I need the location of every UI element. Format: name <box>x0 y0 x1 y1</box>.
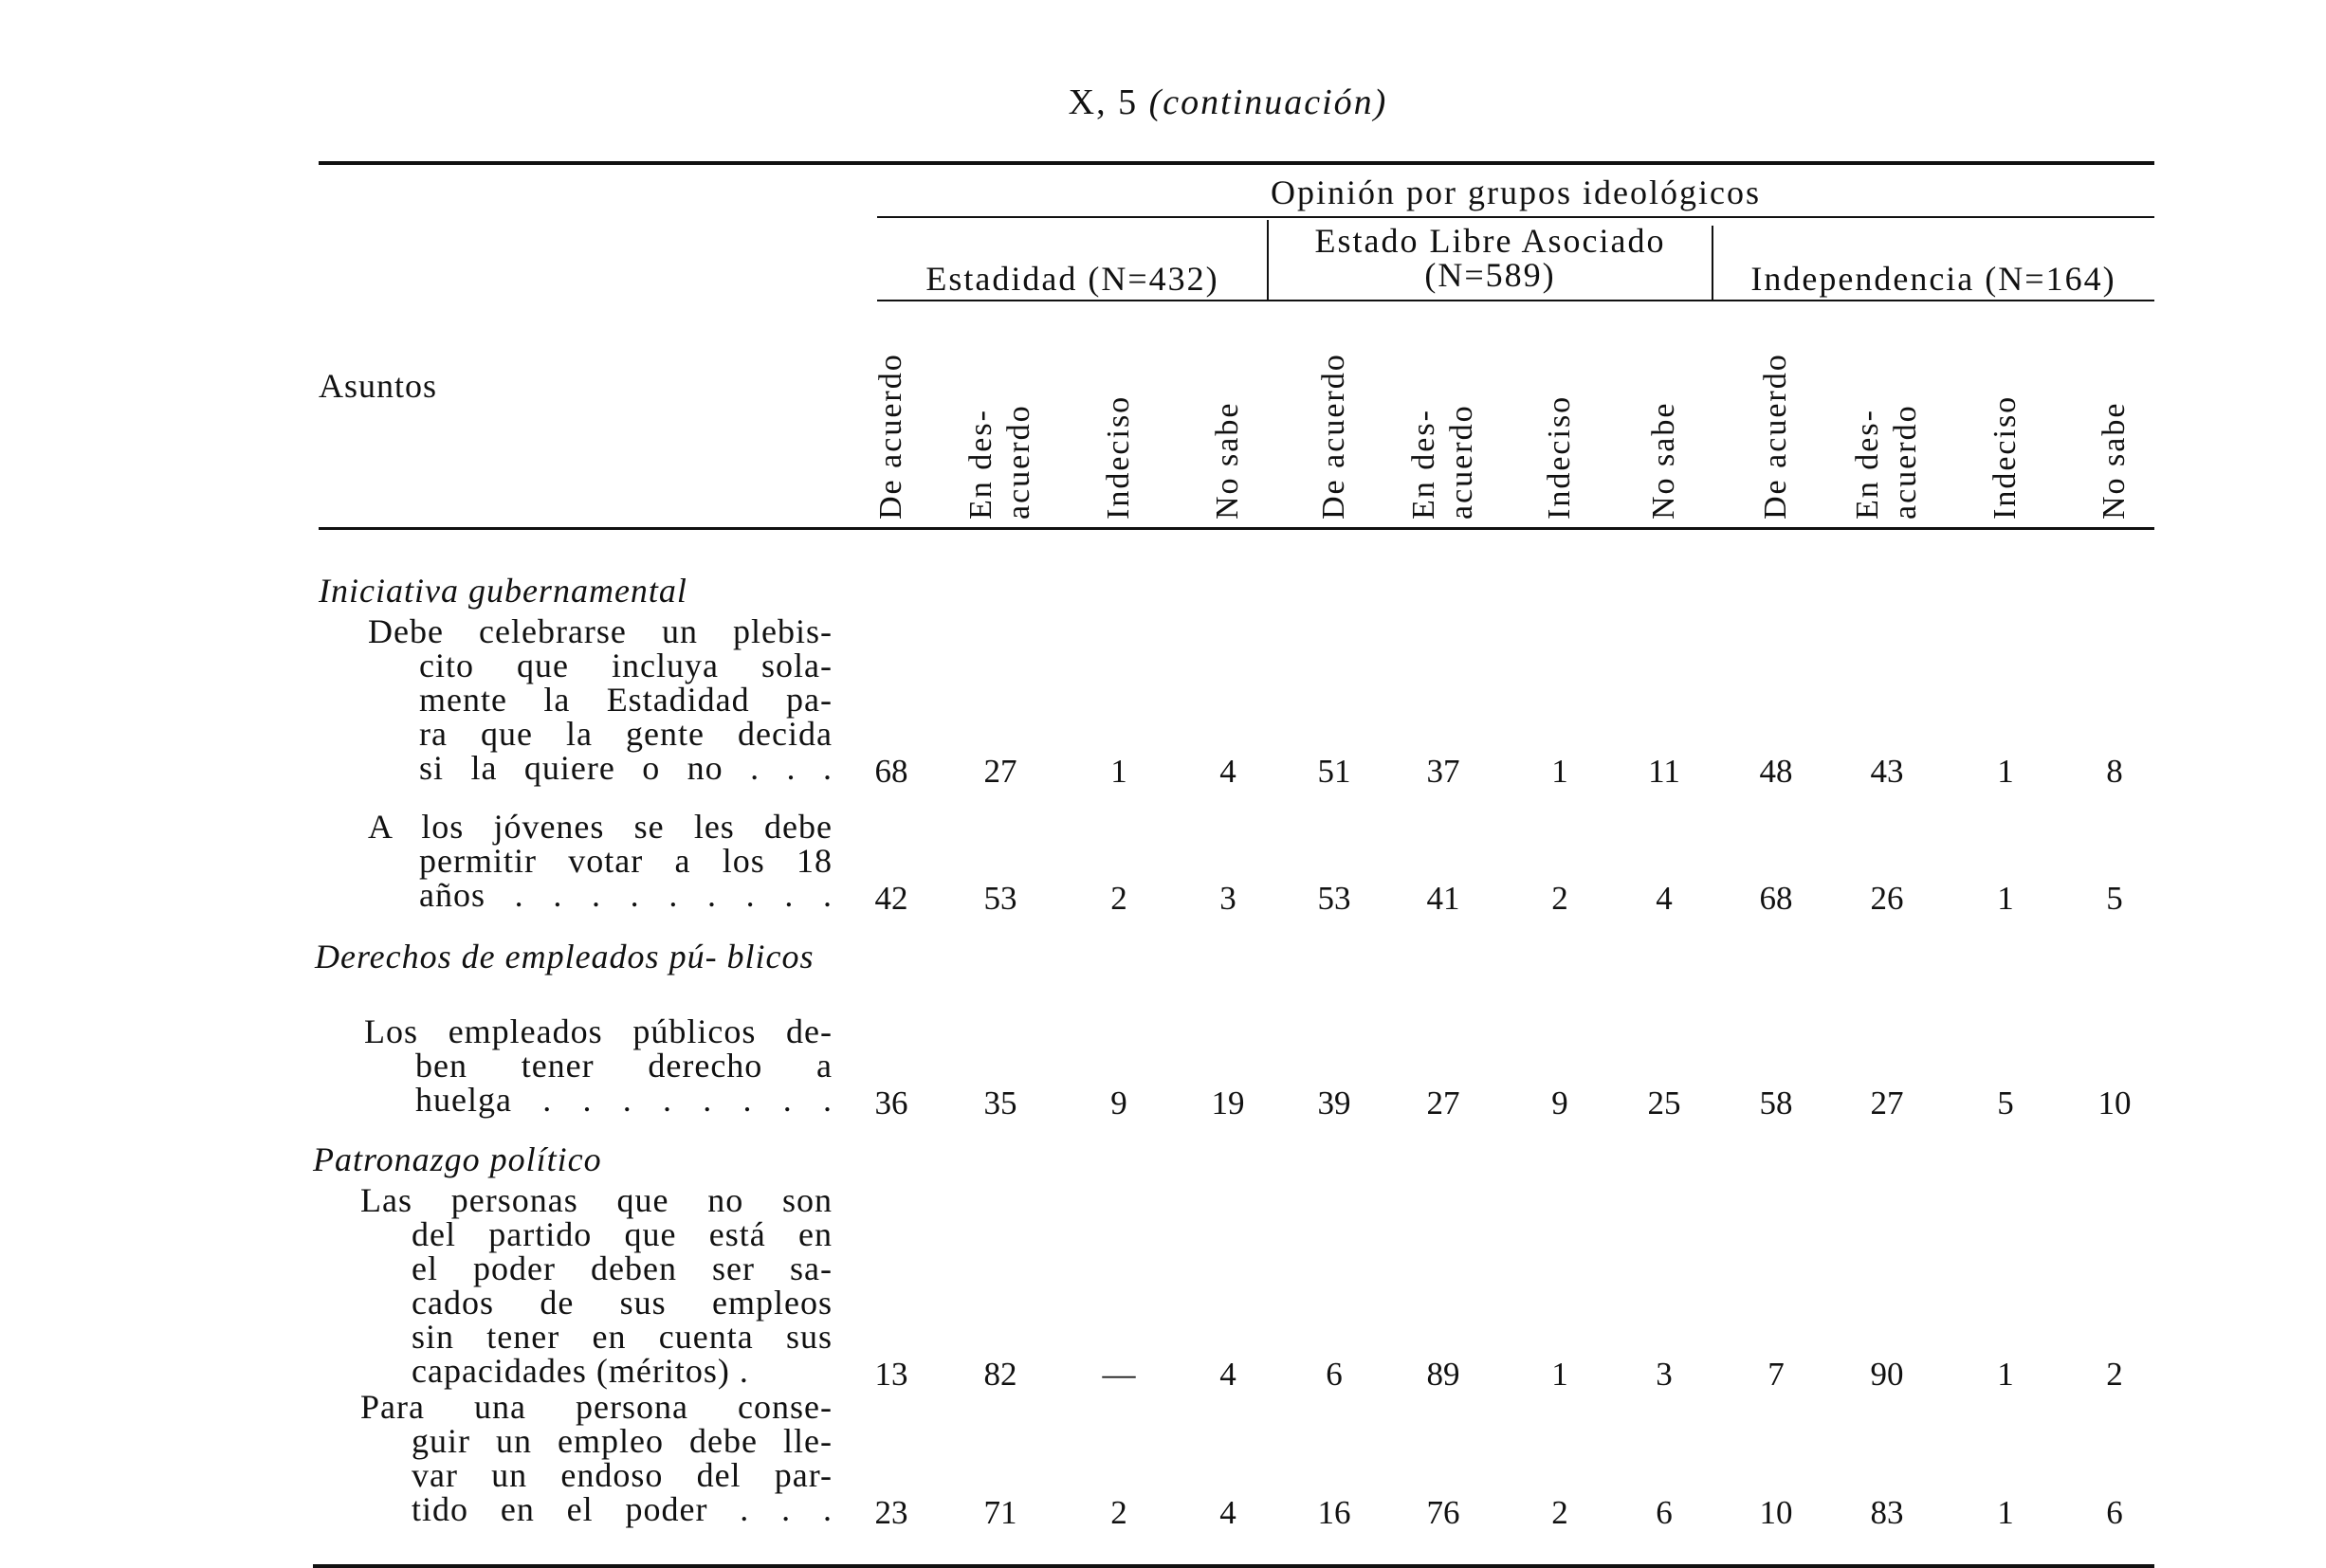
table-cell-estadidad-de-acuerdo: 36 <box>874 1085 908 1121</box>
table-cell-ela-no-sabe: 4 <box>1656 880 1673 917</box>
row-label-line: mente la Estadidad pa- <box>419 681 833 719</box>
row-label-line: ra que la gente decida <box>419 715 833 753</box>
table-cell-ela-en-desacuerdo: 37 <box>1426 753 1460 790</box>
table-cell-ela-no-sabe: 3 <box>1656 1356 1673 1393</box>
group-header-ela-line1: Estado Libre Asociado <box>1314 222 1666 260</box>
subcol-header-line1: En des- <box>963 409 998 520</box>
table-row <box>368 614 833 785</box>
spanner-heading-text: Opinión por grupos ideológicos <box>1271 173 1761 211</box>
table-cell-ela-en-desacuerdo: 89 <box>1426 1356 1460 1393</box>
table-continuation: (continuación) <box>1148 82 1388 122</box>
row-label-line: sin tener en cuenta sus <box>412 1318 833 1356</box>
table-cell-ela-en-desacuerdo: 27 <box>1426 1085 1460 1121</box>
table-cell-independencia-en-desacuerdo: 26 <box>1870 880 1904 917</box>
table-cell-independencia-de-acuerdo: 58 <box>1759 1085 1793 1121</box>
row-label-line: cito que incluya sola- <box>419 647 833 684</box>
table-cell-independencia-no-sabe: 8 <box>2106 753 2123 790</box>
row-label-line: Para una persona conse- <box>360 1388 833 1426</box>
subcol-header-line1: No sabe <box>1646 401 1681 520</box>
table-cell-ela-no-sabe: 25 <box>1647 1085 1681 1121</box>
table-cell-estadidad-de-acuerdo: 13 <box>874 1356 908 1393</box>
subcol-header-line1: Indeciso <box>1542 394 1577 520</box>
table-cell-independencia-no-sabe: 5 <box>2106 880 2123 917</box>
table-cell-ela-indeciso: 2 <box>1551 1494 1568 1531</box>
table-cell-ela-no-sabe: 11 <box>1648 753 1680 790</box>
subcol-header-estadidad-en-desacuerdo <box>958 254 1043 520</box>
section-heading: Iniciativa gubernamental <box>319 572 687 610</box>
row-label-line: capacidades (méritos) . <box>412 1352 749 1390</box>
table-number: X, 5 <box>1068 82 1139 122</box>
table-cell-ela-indeciso: 2 <box>1551 880 1568 917</box>
table-cell-independencia-indeciso: 1 <box>1997 1494 2014 1531</box>
table-cell-estadidad-en-desacuerdo: 27 <box>983 753 1017 790</box>
table-cell-estadidad-de-acuerdo: 68 <box>874 753 908 790</box>
group-header-estadidad-text: Estadidad (N=432) <box>925 260 1219 298</box>
subcol-header-independencia-indeciso <box>1963 254 2048 520</box>
row-label-line: el poder deben ser sa- <box>412 1249 833 1287</box>
table-cell-ela-en-desacuerdo: 41 <box>1426 880 1460 917</box>
stub-heading-text: Asuntos <box>319 367 438 405</box>
row-label-line: Los empleados públicos de- <box>364 1012 833 1050</box>
row-label-line: si la quiere o no . . . <box>419 749 833 787</box>
subcol-header-line1: En des- <box>1406 409 1441 520</box>
table-cell-estadidad-no-sabe: 4 <box>1219 1356 1236 1393</box>
table-cell-estadidad-no-sabe: 3 <box>1219 880 1236 917</box>
subcol-header-line1: De acuerdo <box>1758 353 1793 520</box>
row-label-line: del partido que está en <box>412 1215 833 1253</box>
row-label-line: tido en el poder . . . <box>412 1490 833 1528</box>
table-cell-estadidad-en-desacuerdo: 35 <box>983 1085 1017 1121</box>
group-header-independencia-text: Independencia (N=164) <box>1750 260 2116 298</box>
row-label-line: ben tener derecho a <box>415 1047 833 1085</box>
table-cell-estadidad-no-sabe: 4 <box>1219 1494 1236 1531</box>
table-cell-estadidad-de-acuerdo: 42 <box>874 880 908 917</box>
subcol-header-ela-de-acuerdo <box>1291 254 1377 520</box>
table-cell-independencia-de-acuerdo: 48 <box>1759 753 1793 790</box>
subcol-header-line1: En des- <box>1850 409 1885 520</box>
top-rule <box>319 161 2154 165</box>
subcol-header-line1: No sabe <box>1210 401 1245 520</box>
table-cell-ela-en-desacuerdo: 76 <box>1426 1494 1460 1531</box>
table-cell-estadidad-indeciso: 2 <box>1110 880 1127 917</box>
table-row <box>364 1014 833 1117</box>
row-label-line: Las personas que no son <box>360 1181 833 1219</box>
table-cell-independencia-indeciso: 1 <box>1997 753 2014 790</box>
table-cell-ela-de-acuerdo: 51 <box>1317 753 1351 790</box>
spanner-rule <box>877 216 2154 218</box>
table-cell-estadidad-de-acuerdo: 23 <box>874 1494 908 1531</box>
table-cell-independencia-no-sabe: 10 <box>2097 1085 2132 1121</box>
table-cell-independencia-de-acuerdo: 10 <box>1759 1494 1793 1531</box>
table-cell-ela-indeciso: 1 <box>1551 753 1568 790</box>
subcol-header-estadidad-de-acuerdo <box>849 254 934 520</box>
subcol-header-ela-en-desacuerdo <box>1401 254 1486 520</box>
row-label-line: cados de sus empleos <box>412 1284 833 1322</box>
subcol-header-line1: Indeciso <box>1987 394 2023 520</box>
group-header-ela-line2: (N=589) <box>1424 256 1556 294</box>
table-row <box>360 1183 833 1388</box>
bottom-rule <box>313 1564 2154 1568</box>
table-cell-independencia-de-acuerdo: 68 <box>1759 880 1793 917</box>
table-cell-ela-indeciso: 9 <box>1551 1085 1568 1121</box>
subcol-header-independencia-de-acuerdo <box>1733 254 1819 520</box>
subcol-header-line1: De acuerdo <box>1316 353 1351 520</box>
subcol-header-independencia-en-desacuerdo <box>1844 254 1930 520</box>
subcol-header-ela-indeciso <box>1517 254 1603 520</box>
row-label-line: permitir votar a los 18 <box>419 842 833 880</box>
table-cell-ela-de-acuerdo: 16 <box>1317 1494 1351 1531</box>
row-label-line: var un endoso del par- <box>412 1456 833 1494</box>
table-cell-estadidad-no-sabe: 19 <box>1211 1085 1245 1121</box>
table-cell-estadidad-en-desacuerdo: 71 <box>983 1494 1017 1531</box>
header-bottom-rule <box>319 527 2154 530</box>
subcol-header-line1: De acuerdo <box>873 353 908 520</box>
table-cell-independencia-en-desacuerdo: 90 <box>1870 1356 1904 1393</box>
section-heading: Derechos de empleados pú- blicos <box>315 938 815 975</box>
row-label-line: huelga . . . . . . . . <box>415 1081 833 1119</box>
row-label-line: Debe celebrarse un plebis- <box>368 612 833 650</box>
table-cell-ela-de-acuerdo: 39 <box>1317 1085 1351 1121</box>
table-cell-independencia-indeciso: 5 <box>1997 1085 2014 1121</box>
subcol-header-estadidad-no-sabe <box>1185 254 1271 520</box>
spanner-heading <box>877 173 2154 212</box>
table-cell-ela-no-sabe: 6 <box>1656 1494 1673 1531</box>
section-heading: Patronazgo político <box>313 1140 602 1178</box>
table-cell-independencia-no-sabe: 6 <box>2106 1494 2123 1531</box>
table-title <box>0 82 2326 123</box>
table-cell-estadidad-no-sabe: 4 <box>1219 753 1236 790</box>
subcol-header-line2: acuerdo <box>1001 404 1036 520</box>
table-cell-independencia-indeciso: 1 <box>1997 1356 2014 1393</box>
stub-heading <box>319 366 437 406</box>
table-row <box>360 1390 833 1526</box>
table-cell-independencia-en-desacuerdo: 27 <box>1870 1085 1904 1121</box>
subcol-header-line1: Indeciso <box>1101 394 1136 520</box>
table-cell-ela-de-acuerdo: 53 <box>1317 880 1351 917</box>
table-cell-ela-de-acuerdo: 6 <box>1326 1356 1343 1393</box>
table-cell-independencia-de-acuerdo: 7 <box>1767 1356 1785 1393</box>
table-cell-ela-indeciso: 1 <box>1551 1356 1568 1393</box>
subcol-header-line1: No sabe <box>2097 401 2132 520</box>
table-cell-independencia-no-sabe: 2 <box>2106 1356 2123 1393</box>
row-label-line: A los jóvenes se les debe <box>368 808 833 846</box>
group-divider-2 <box>1712 226 1713 300</box>
table-cell-independencia-en-desacuerdo: 83 <box>1870 1494 1904 1531</box>
table-cell-estadidad-indeciso: 9 <box>1110 1085 1127 1121</box>
subcol-header-line2: acuerdo <box>1444 404 1479 520</box>
table-cell-estadidad-en-desacuerdo: 53 <box>983 880 1017 917</box>
row-label-line: guir un empleo debe lle- <box>412 1422 833 1460</box>
subcol-header-estadidad-indeciso <box>1076 254 1162 520</box>
subcol-header-line2: acuerdo <box>1888 404 1923 520</box>
table-cell-independencia-indeciso: 1 <box>1997 880 2014 917</box>
table-cell-estadidad-indeciso: — <box>1102 1356 1136 1393</box>
table-cell-estadidad-en-desacuerdo: 82 <box>983 1356 1017 1393</box>
table-row <box>368 810 833 912</box>
row-label-line: años . . . . . . . . . <box>419 876 833 914</box>
table-cell-estadidad-indeciso: 2 <box>1110 1494 1127 1531</box>
table-cell-estadidad-indeciso: 1 <box>1110 753 1127 790</box>
subcol-header-ela-no-sabe <box>1621 254 1707 520</box>
table-cell-independencia-en-desacuerdo: 43 <box>1870 753 1904 790</box>
subcol-header-independencia-no-sabe <box>2072 254 2157 520</box>
